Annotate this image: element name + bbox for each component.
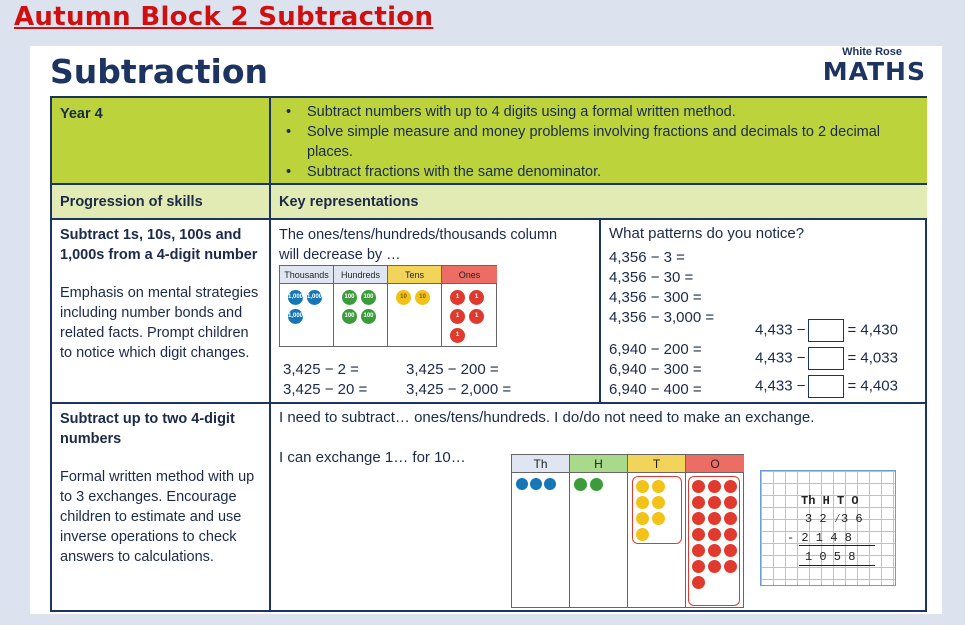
one-counter (692, 480, 705, 493)
one-counter (724, 512, 737, 525)
pv-header-th: Th (512, 455, 569, 473)
one-counter (708, 560, 721, 573)
pattern-b-1: 6,940 − 200 = (609, 341, 702, 358)
missing-number-1 (755, 319, 898, 342)
one-counter (708, 528, 721, 541)
one-counter (724, 496, 737, 509)
hundred-counter (590, 478, 603, 491)
ten-counter (636, 528, 649, 541)
missing-number-3 (755, 375, 898, 398)
representations-header: Key representations (271, 185, 927, 220)
thousand-counter (530, 478, 542, 490)
missing-right: = 4,403 (847, 377, 898, 395)
row1-rep-cell (271, 220, 601, 404)
hundred-counter: 100 (361, 290, 376, 305)
row2-line1: I need to subtract… ones/tens/hundreds. I do/do not need to make an exchange. (279, 409, 815, 426)
ten-counter (652, 512, 665, 525)
one-counter (692, 576, 705, 589)
one-counter (724, 544, 737, 557)
hundred-counter: 100 (342, 290, 357, 305)
one-counter (692, 560, 705, 573)
objectives-list (279, 102, 919, 182)
ten-counter: 10 (396, 290, 411, 305)
row2-skill-title: Subtract up to two 4-digit numbers (60, 411, 235, 447)
missing-left: 4,433 − (755, 349, 806, 367)
missing-number-2 (755, 347, 898, 370)
row1-patterns-cell (601, 220, 927, 404)
logo-tagline: White Rose (842, 46, 902, 58)
thousand-counter: 1,000 (288, 290, 303, 305)
written-subtrahend: - 2 1 4 8 (787, 531, 852, 545)
thousand-counter: 1,000 (288, 309, 303, 324)
hundred-counter: 100 (361, 309, 376, 324)
missing-right: = 4,430 (847, 321, 898, 339)
pv-chart-exchange (511, 454, 744, 608)
ten-counter (652, 480, 665, 493)
calc-mid-1: 3,425 − 200 = (406, 361, 499, 378)
one-counter (708, 544, 721, 557)
pattern-b-2: 6,940 − 300 = (609, 361, 702, 378)
pattern-a-3: 4,356 − 300 = (609, 289, 702, 306)
written-line (799, 565, 875, 566)
row2-skill-desc: Formal written method with up to 3 exchanges. Encourage children to estimate and use inverse operations to check answers to calculations. (60, 469, 255, 565)
written-method-grid (760, 470, 896, 586)
pv-header-hundreds: Hundreds (334, 266, 387, 284)
written-top-number: 3 2 ⁄3 6 (805, 512, 863, 526)
missing-left: 4,433 − (755, 377, 806, 395)
calc-mid-2: 3,425 − 2,000 = (406, 381, 512, 398)
one-counter (708, 512, 721, 525)
pv-header-ones: Ones (442, 266, 497, 284)
one-counter (724, 528, 737, 541)
objectives-cell (271, 98, 927, 185)
one-counter (708, 480, 721, 493)
ten-counter (636, 512, 649, 525)
one-counter (724, 480, 737, 493)
one-counter: 1 (469, 309, 484, 324)
hundred-counter: 100 (342, 309, 357, 324)
one-counter: 1 (450, 290, 465, 305)
objective-item: • Subtract fractions with the same denominator. (279, 162, 919, 182)
block-banner: Autumn Block 2 Subtraction (14, 2, 434, 32)
progression-header: Progression of skills (52, 185, 271, 220)
pattern-a-2: 4,356 − 30 = (609, 269, 694, 286)
missing-right: = 4,033 (847, 349, 898, 367)
ten-counter: 10 (415, 290, 430, 305)
pv-header-o: O (686, 455, 744, 473)
answer-box[interactable] (808, 347, 844, 370)
calc-left-1: 3,425 − 2 = (283, 361, 359, 378)
one-counter (708, 496, 721, 509)
pv-header-t: T (628, 455, 685, 473)
pv-header-tens: Tens (388, 266, 441, 284)
answer-box[interactable] (808, 375, 844, 398)
row1-skill-title: Subtract 1s, 10s, 100s and 1,000s from a 4-digit number (60, 227, 258, 263)
one-counter (692, 528, 705, 541)
hundred-counter (574, 478, 587, 491)
objective-item: • Subtract numbers with up to 4 digits using a formal written method. (279, 102, 919, 122)
one-counter: 1 (450, 328, 465, 343)
pv-header-thousands: Thousands (280, 266, 333, 284)
thousand-counter: 1,000 (307, 290, 322, 305)
pv-chart-4digit (279, 265, 497, 347)
one-counter (724, 560, 737, 573)
overview-table (50, 96, 927, 612)
slide-card (30, 46, 942, 614)
written-answer: 1 0 5 8 (805, 550, 856, 564)
thousand-counter (516, 478, 528, 490)
thousand-counter (544, 478, 556, 490)
pv-header-h: H (570, 455, 627, 473)
written-line (799, 545, 875, 546)
white-rose-maths-logo: MATHS (822, 57, 926, 86)
answer-box[interactable] (808, 319, 844, 342)
row1-skill-cell (52, 220, 271, 404)
one-counter: 1 (469, 290, 484, 305)
row1-skill-desc: Emphasis on mental strategies including number bonds and related facts. Prompt children to notice which digit changes. (60, 285, 259, 361)
objective-item: • Solve simple measure and money problems involving fractions and decimals to 2 decimal places. (279, 122, 919, 162)
pattern-a-4: 4,356 − 3,000 = (609, 309, 715, 326)
row2-line2: I can exchange 1… for 10… (279, 449, 466, 466)
written-header: Th H T O (801, 494, 859, 508)
ten-counter (636, 496, 649, 509)
one-counter: 1 (450, 309, 465, 324)
one-counter (692, 512, 705, 525)
row2-rep-cell (271, 404, 927, 612)
missing-left: 4,433 − (755, 321, 806, 339)
calc-left-2: 3,425 − 20 = (283, 381, 368, 398)
pattern-b-3: 6,940 − 400 = (609, 381, 702, 398)
patterns-question: What patterns do you notice? (609, 225, 805, 242)
one-counter (692, 544, 705, 557)
ten-counter (636, 480, 649, 493)
page-title: Subtraction (50, 52, 269, 91)
row2-skill-cell (52, 404, 271, 612)
one-counter (692, 496, 705, 509)
pattern-a-1: 4,356 − 3 = (609, 249, 685, 266)
row1-rep-intro: The ones/tens/hundreds/thousands column will decrease by … (279, 227, 558, 263)
year-label: Year 4 (52, 98, 271, 185)
ten-counter (652, 496, 665, 509)
